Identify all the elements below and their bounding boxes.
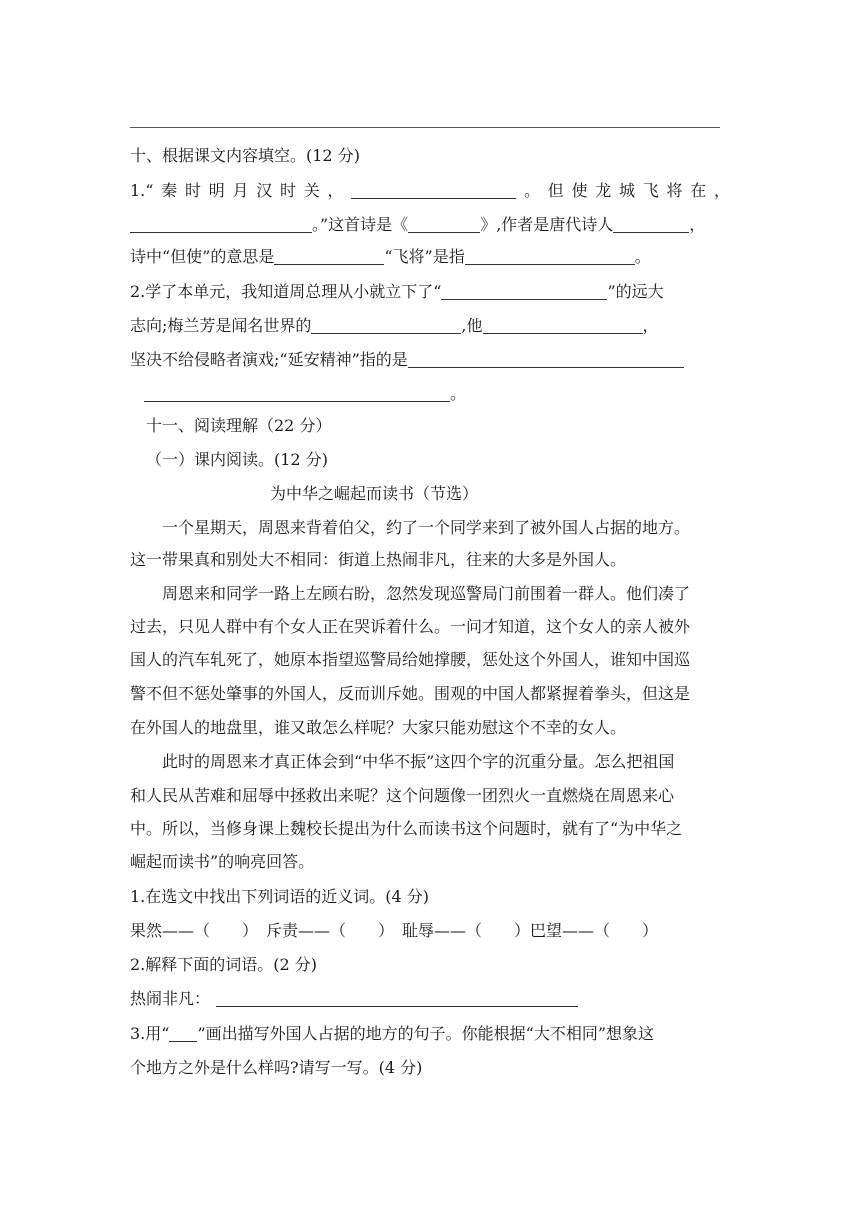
question-10-1-line-1: 1.“秦时明月汉时关， 。但使龙城飞将在， [130, 181, 730, 200]
passage-para-3-line: 和人民从苦难和屈辱中拯救出来呢？这个问题像一团烈火一直燃烧在周恩来心 [130, 786, 675, 805]
synonym-answer-row[interactable]: 果然——（ ） 斥责——（ ） 耻辱——（ ）巴望——（ ） [130, 921, 659, 940]
question-10-1-line-3: 诗中“但使”的意思是 “飞将”是指 。 [130, 247, 651, 266]
passage-para-1-line: 这一带果真和别处大不相同：街道上热闹非凡，往来的大多是外国人。 [130, 550, 627, 569]
reading-question-1: 1.在选文中找出下列词语的近义词。(4 分) [130, 887, 430, 906]
fill-blank[interactable] [311, 317, 461, 334]
underline-sample [169, 1025, 197, 1042]
question-10-2-line-3: 坚决不给侵略者演戏;“延安精神”指的是 [130, 350, 730, 370]
passage-para-2-line: 过去，只见人群中有个女人正在哭诉着什么。一问才知道，这个女人的亲人被外 [130, 617, 691, 636]
fill-blank[interactable] [351, 182, 516, 199]
passage-para-3-line: 中。所以，当修身课上魏校长提出为什么而读书这个问题时，就有了“为中华之 [130, 819, 683, 838]
fill-blank[interactable] [130, 216, 312, 233]
passage-para-2-line: 在外国人的地盘里，谁又敢怎么样呢？大家只能劝慰这个不幸的女人。 [130, 718, 627, 737]
passage-para-2-line: 警不但不惩处肇事的外国人，反而训斥她。围观的中国人都紧握着拳头，但这是 [130, 684, 691, 703]
passage-title: 为中华之崛起而读书（节选） [270, 484, 479, 503]
question-10-1-line-2: 。”这首诗是《 》,作者是唐代诗人 ， [130, 215, 730, 235]
question-10-2-line-4: 。 [130, 384, 730, 404]
passage-para-3-line: 崛起而读书”的响亮回答。 [130, 852, 315, 871]
passage-para-3-line: 此时的周恩来才真正体会到“中华不振”这四个字的沉重分量。怎么把祖国 [162, 752, 675, 771]
fill-blank[interactable] [483, 317, 643, 334]
fill-blank[interactable] [216, 990, 578, 1007]
fill-blank[interactable] [274, 248, 384, 265]
fill-blank[interactable] [613, 216, 689, 233]
reading-question-3-line-2: 个地方之外是什么样吗?请写一写。(4 分) [130, 1058, 423, 1077]
section-11-heading: 十一、阅读理解（22 分） [146, 416, 332, 435]
fill-blank[interactable] [408, 351, 684, 368]
fill-blank[interactable] [465, 248, 635, 265]
fill-blank[interactable] [408, 216, 480, 233]
fill-blank[interactable] [144, 385, 450, 402]
fill-blank[interactable] [441, 283, 607, 300]
header-rule [130, 127, 720, 128]
passage-para-1-line: 一个星期天，周恩来背着伯父，约了一个同学来到了被外国人占据的地方。 [162, 518, 691, 537]
question-10-2-line-1: 2.学了本单元，我知道周总理从小就立下了“ ”的远大 [130, 282, 664, 301]
passage-para-2-line: 国人的汽车轧死了，她原本指望巡警局给她撑腰，惩处这个外国人，谁知中国巡 [130, 650, 691, 669]
section-11-sub-heading: （一）课内阅读。(12 分) [146, 450, 328, 469]
passage-para-2-line: 周恩来和同学一路上左顾右盼，忽然发现巡警局门前围着一群人。他们凑了 [162, 584, 691, 603]
question-10-2-line-2: 志向;梅兰芳是闻名世界的 ,他 ， [130, 316, 659, 335]
section-10-heading: 十、根据课文内容填空。(12 分) [130, 146, 360, 165]
definition-answer-row: 热闹非凡： [130, 989, 730, 1009]
reading-question-3-line-1: 3.用“ ”画出描写外国人占据的地方的句子。你能根据“大不相同”想象这 [130, 1024, 654, 1043]
reading-question-2: 2.解释下面的词语。(2 分) [130, 955, 318, 974]
